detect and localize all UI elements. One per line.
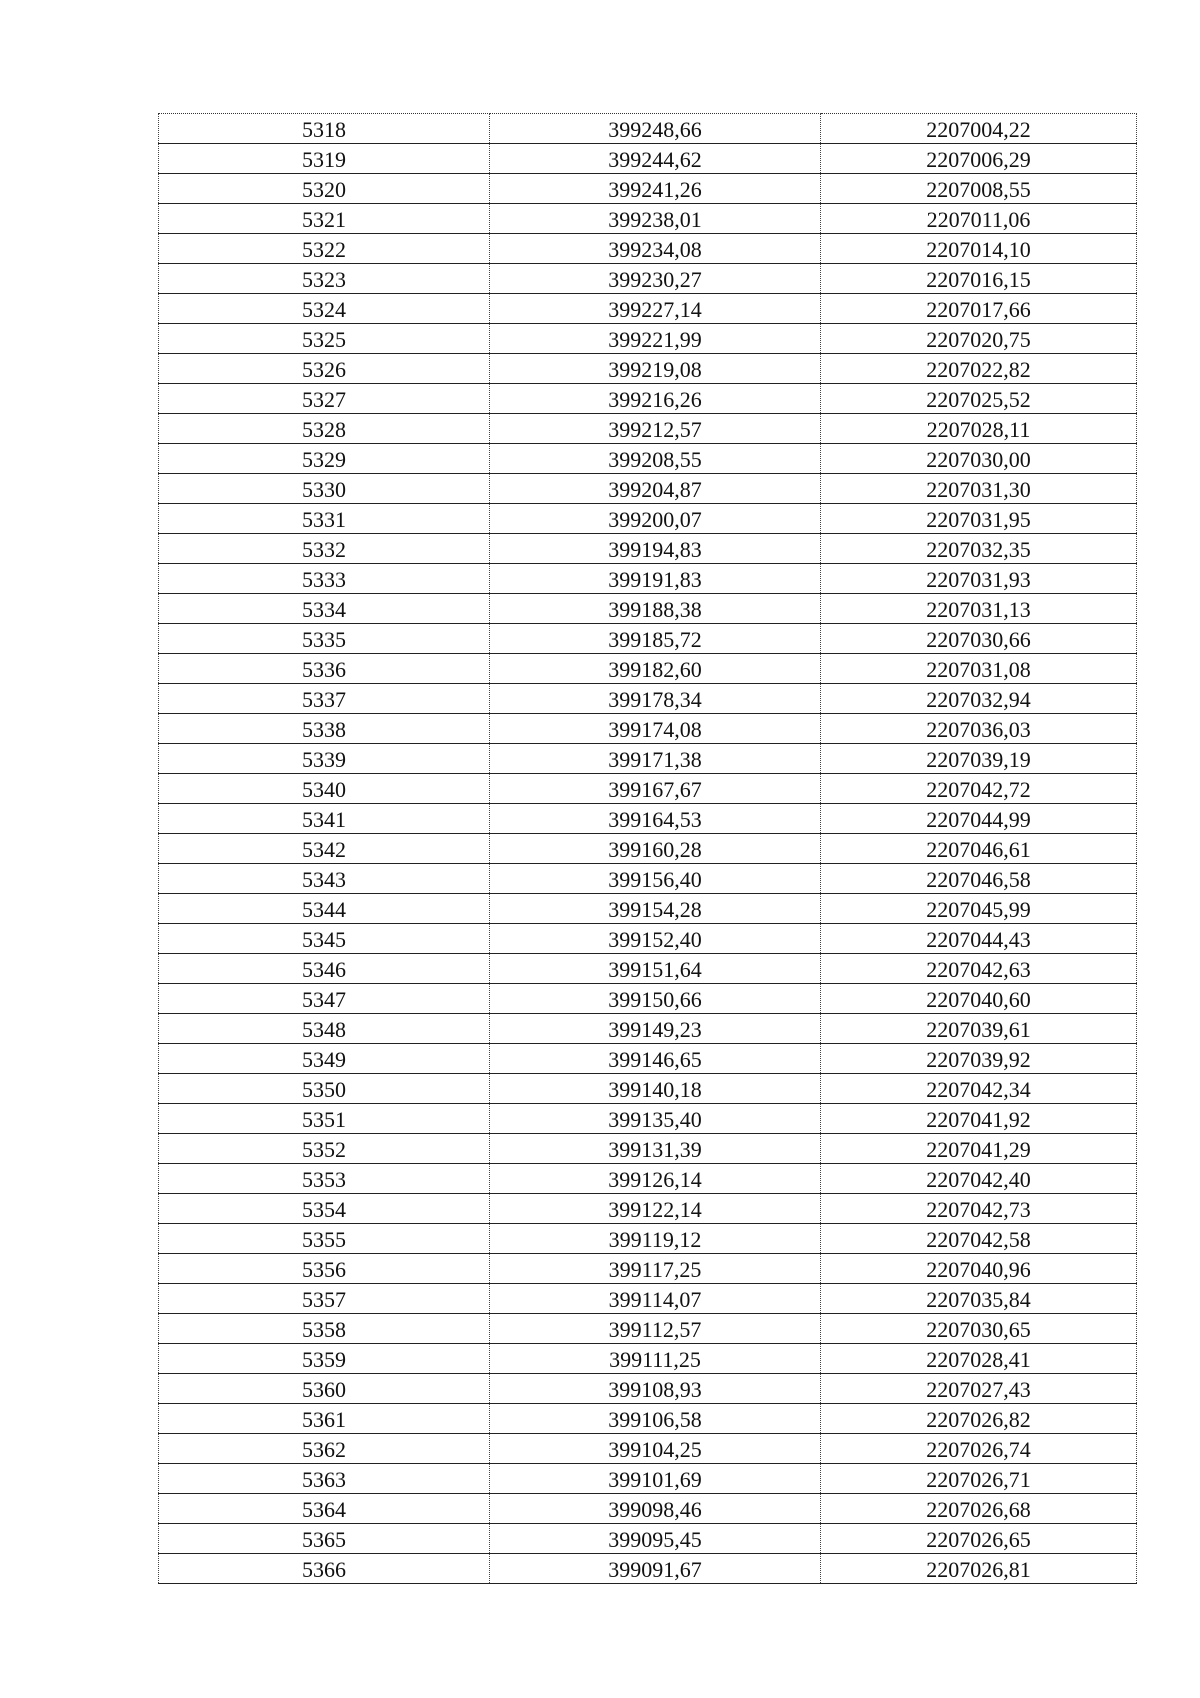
y-coordinate-cell: 2207016,15 — [821, 264, 1137, 294]
y-coordinate-cell: 2207026,82 — [821, 1404, 1137, 1434]
point-number-cell: 5345 — [159, 924, 490, 954]
point-number-cell: 5324 — [159, 294, 490, 324]
y-coordinate-cell: 2207026,74 — [821, 1434, 1137, 1464]
y-coordinate-cell: 2207004,22 — [821, 114, 1137, 144]
table-row — [159, 1134, 1137, 1164]
x-coordinate-cell: 399244,62 — [490, 144, 821, 174]
y-coordinate-cell: 2207046,61 — [821, 834, 1137, 864]
point-number-cell: 5330 — [159, 474, 490, 504]
x-coordinate-cell: 399114,07 — [490, 1284, 821, 1314]
table-row — [159, 654, 1137, 684]
point-number-cell: 5347 — [159, 984, 490, 1014]
point-number-cell: 5364 — [159, 1494, 490, 1524]
table-row — [159, 924, 1137, 954]
y-coordinate-cell: 2207044,43 — [821, 924, 1137, 954]
point-number-cell: 5337 — [159, 684, 490, 714]
y-coordinate-cell: 2207026,68 — [821, 1494, 1137, 1524]
y-coordinate-cell: 2207042,63 — [821, 954, 1137, 984]
y-coordinate-cell: 2207042,58 — [821, 1224, 1137, 1254]
y-coordinate-cell: 2207027,43 — [821, 1374, 1137, 1404]
y-coordinate-cell: 2207026,65 — [821, 1524, 1137, 1554]
y-coordinate-cell: 2207014,10 — [821, 234, 1137, 264]
x-coordinate-cell: 399164,53 — [490, 804, 821, 834]
table-row — [159, 1014, 1137, 1044]
y-coordinate-cell: 2207030,00 — [821, 444, 1137, 474]
x-coordinate-cell: 399146,65 — [490, 1044, 821, 1074]
x-coordinate-cell: 399227,14 — [490, 294, 821, 324]
x-coordinate-cell: 399151,64 — [490, 954, 821, 984]
y-coordinate-cell: 2207042,34 — [821, 1074, 1137, 1104]
point-number-cell: 5320 — [159, 174, 490, 204]
point-number-cell: 5361 — [159, 1404, 490, 1434]
x-coordinate-cell: 399248,66 — [490, 114, 821, 144]
y-coordinate-cell: 2207020,75 — [821, 324, 1137, 354]
table-row — [159, 804, 1137, 834]
table-row — [159, 174, 1137, 204]
y-coordinate-cell: 2207022,82 — [821, 354, 1137, 384]
x-coordinate-cell: 399200,07 — [490, 504, 821, 534]
coordinates-table-body — [159, 114, 1137, 1584]
point-number-cell: 5350 — [159, 1074, 490, 1104]
point-number-cell: 5325 — [159, 324, 490, 354]
x-coordinate-cell: 399188,38 — [490, 594, 821, 624]
table-row — [159, 1374, 1137, 1404]
point-number-cell: 5339 — [159, 744, 490, 774]
point-number-cell: 5348 — [159, 1014, 490, 1044]
y-coordinate-cell: 2207025,52 — [821, 384, 1137, 414]
y-coordinate-cell: 2207042,73 — [821, 1194, 1137, 1224]
table-row — [159, 714, 1137, 744]
y-coordinate-cell: 2207044,99 — [821, 804, 1137, 834]
point-number-cell: 5354 — [159, 1194, 490, 1224]
x-coordinate-cell: 399178,34 — [490, 684, 821, 714]
table-row — [159, 1554, 1137, 1584]
table-row — [159, 474, 1137, 504]
x-coordinate-cell: 399135,40 — [490, 1104, 821, 1134]
point-number-cell: 5351 — [159, 1104, 490, 1134]
y-coordinate-cell: 2207039,61 — [821, 1014, 1137, 1044]
point-number-cell: 5346 — [159, 954, 490, 984]
x-coordinate-cell: 399104,25 — [490, 1434, 821, 1464]
point-number-cell: 5340 — [159, 774, 490, 804]
table-row — [159, 864, 1137, 894]
table-row — [159, 684, 1137, 714]
point-number-cell: 5358 — [159, 1314, 490, 1344]
y-coordinate-cell: 2207028,11 — [821, 414, 1137, 444]
y-coordinate-cell: 2207035,84 — [821, 1284, 1137, 1314]
y-coordinate-cell: 2207026,71 — [821, 1464, 1137, 1494]
point-number-cell: 5362 — [159, 1434, 490, 1464]
y-coordinate-cell: 2207040,60 — [821, 984, 1137, 1014]
table-row — [159, 1254, 1137, 1284]
x-coordinate-cell: 399221,99 — [490, 324, 821, 354]
coordinates-table — [158, 113, 1137, 1584]
y-coordinate-cell: 2207032,35 — [821, 534, 1137, 564]
table-row — [159, 1194, 1137, 1224]
table-row — [159, 954, 1137, 984]
x-coordinate-cell: 399117,25 — [490, 1254, 821, 1284]
table-row — [159, 564, 1137, 594]
x-coordinate-cell: 399238,01 — [490, 204, 821, 234]
point-number-cell: 5353 — [159, 1164, 490, 1194]
table-row — [159, 1284, 1137, 1314]
x-coordinate-cell: 399119,12 — [490, 1224, 821, 1254]
point-number-cell: 5322 — [159, 234, 490, 264]
point-number-cell: 5319 — [159, 144, 490, 174]
x-coordinate-cell: 399194,83 — [490, 534, 821, 564]
x-coordinate-cell: 399131,39 — [490, 1134, 821, 1164]
y-coordinate-cell: 2207036,03 — [821, 714, 1137, 744]
table-row — [159, 1464, 1137, 1494]
point-number-cell: 5334 — [159, 594, 490, 624]
y-coordinate-cell: 2207030,65 — [821, 1314, 1137, 1344]
point-number-cell: 5357 — [159, 1284, 490, 1314]
y-coordinate-cell: 2207026,81 — [821, 1554, 1137, 1584]
x-coordinate-cell: 399212,57 — [490, 414, 821, 444]
y-coordinate-cell: 2207011,06 — [821, 204, 1137, 234]
point-number-cell: 5336 — [159, 654, 490, 684]
table-row — [159, 1104, 1137, 1134]
point-number-cell: 5359 — [159, 1344, 490, 1374]
table-row — [159, 264, 1137, 294]
table-row — [159, 1404, 1137, 1434]
point-number-cell: 5344 — [159, 894, 490, 924]
x-coordinate-cell: 399182,60 — [490, 654, 821, 684]
y-coordinate-cell: 2207045,99 — [821, 894, 1137, 924]
point-number-cell: 5356 — [159, 1254, 490, 1284]
point-number-cell: 5333 — [159, 564, 490, 594]
y-coordinate-cell: 2207046,58 — [821, 864, 1137, 894]
table-row — [159, 594, 1137, 624]
x-coordinate-cell: 399152,40 — [490, 924, 821, 954]
table-row — [159, 1434, 1137, 1464]
y-coordinate-cell: 2207039,92 — [821, 1044, 1137, 1074]
x-coordinate-cell: 399160,28 — [490, 834, 821, 864]
x-coordinate-cell: 399185,72 — [490, 624, 821, 654]
table-row — [159, 444, 1137, 474]
table-row — [159, 1164, 1137, 1194]
x-coordinate-cell: 399101,69 — [490, 1464, 821, 1494]
y-coordinate-cell: 2207031,08 — [821, 654, 1137, 684]
y-coordinate-cell: 2207030,66 — [821, 624, 1137, 654]
y-coordinate-cell: 2207031,93 — [821, 564, 1137, 594]
point-number-cell: 5341 — [159, 804, 490, 834]
point-number-cell: 5338 — [159, 714, 490, 744]
point-number-cell: 5363 — [159, 1464, 490, 1494]
table-row — [159, 894, 1137, 924]
table-row — [159, 294, 1137, 324]
y-coordinate-cell: 2207008,55 — [821, 174, 1137, 204]
table-row — [159, 504, 1137, 534]
point-number-cell: 5323 — [159, 264, 490, 294]
y-coordinate-cell: 2207017,66 — [821, 294, 1137, 324]
point-number-cell: 5328 — [159, 414, 490, 444]
y-coordinate-cell: 2207032,94 — [821, 684, 1137, 714]
table-row — [159, 354, 1137, 384]
x-coordinate-cell: 399167,67 — [490, 774, 821, 804]
table-row — [159, 1074, 1137, 1104]
table-row — [159, 204, 1137, 234]
x-coordinate-cell: 399156,40 — [490, 864, 821, 894]
table-row — [159, 114, 1137, 144]
y-coordinate-cell: 2207041,92 — [821, 1104, 1137, 1134]
point-number-cell: 5342 — [159, 834, 490, 864]
y-coordinate-cell: 2207041,29 — [821, 1134, 1137, 1164]
x-coordinate-cell: 399216,26 — [490, 384, 821, 414]
x-coordinate-cell: 399106,58 — [490, 1404, 821, 1434]
table-row — [159, 384, 1137, 414]
table-row — [159, 1044, 1137, 1074]
table-row — [159, 414, 1137, 444]
x-coordinate-cell: 399150,66 — [490, 984, 821, 1014]
y-coordinate-cell: 2207039,19 — [821, 744, 1137, 774]
table-row — [159, 234, 1137, 264]
point-number-cell: 5332 — [159, 534, 490, 564]
point-number-cell: 5321 — [159, 204, 490, 234]
y-coordinate-cell: 2207031,95 — [821, 504, 1137, 534]
table-row — [159, 744, 1137, 774]
table-row — [159, 834, 1137, 864]
y-coordinate-cell: 2207042,40 — [821, 1164, 1137, 1194]
table-row — [159, 984, 1137, 1014]
y-coordinate-cell: 2207006,29 — [821, 144, 1137, 174]
y-coordinate-cell: 2207031,13 — [821, 594, 1137, 624]
x-coordinate-cell: 399241,26 — [490, 174, 821, 204]
point-number-cell: 5331 — [159, 504, 490, 534]
table-row — [159, 324, 1137, 354]
x-coordinate-cell: 399204,87 — [490, 474, 821, 504]
point-number-cell: 5355 — [159, 1224, 490, 1254]
point-number-cell: 5326 — [159, 354, 490, 384]
table-row — [159, 1494, 1137, 1524]
x-coordinate-cell: 399191,83 — [490, 564, 821, 594]
point-number-cell: 5366 — [159, 1554, 490, 1584]
x-coordinate-cell: 399091,67 — [490, 1554, 821, 1584]
point-number-cell: 5343 — [159, 864, 490, 894]
x-coordinate-cell: 399149,23 — [490, 1014, 821, 1044]
y-coordinate-cell: 2207028,41 — [821, 1344, 1137, 1374]
y-coordinate-cell: 2207042,72 — [821, 774, 1137, 804]
x-coordinate-cell: 399126,14 — [490, 1164, 821, 1194]
table-row — [159, 1314, 1137, 1344]
table-row — [159, 534, 1137, 564]
table-row — [159, 1224, 1137, 1254]
x-coordinate-cell: 399111,25 — [490, 1344, 821, 1374]
x-coordinate-cell: 399095,45 — [490, 1524, 821, 1554]
table-row — [159, 624, 1137, 654]
point-number-cell: 5360 — [159, 1374, 490, 1404]
table-row — [159, 1344, 1137, 1374]
point-number-cell: 5335 — [159, 624, 490, 654]
x-coordinate-cell: 399122,14 — [490, 1194, 821, 1224]
point-number-cell: 5365 — [159, 1524, 490, 1554]
point-number-cell: 5329 — [159, 444, 490, 474]
x-coordinate-cell: 399219,08 — [490, 354, 821, 384]
x-coordinate-cell: 399108,93 — [490, 1374, 821, 1404]
point-number-cell: 5352 — [159, 1134, 490, 1164]
x-coordinate-cell: 399174,08 — [490, 714, 821, 744]
point-number-cell: 5349 — [159, 1044, 490, 1074]
table-row — [159, 774, 1137, 804]
table-row — [159, 1524, 1137, 1554]
x-coordinate-cell: 399098,46 — [490, 1494, 821, 1524]
point-number-cell: 5327 — [159, 384, 490, 414]
x-coordinate-cell: 399140,18 — [490, 1074, 821, 1104]
x-coordinate-cell: 399234,08 — [490, 234, 821, 264]
x-coordinate-cell: 399208,55 — [490, 444, 821, 474]
table-row — [159, 144, 1137, 174]
point-number-cell: 5318 — [159, 114, 490, 144]
x-coordinate-cell: 399230,27 — [490, 264, 821, 294]
x-coordinate-cell: 399112,57 — [490, 1314, 821, 1344]
x-coordinate-cell: 399154,28 — [490, 894, 821, 924]
y-coordinate-cell: 2207031,30 — [821, 474, 1137, 504]
y-coordinate-cell: 2207040,96 — [821, 1254, 1137, 1284]
x-coordinate-cell: 399171,38 — [490, 744, 821, 774]
